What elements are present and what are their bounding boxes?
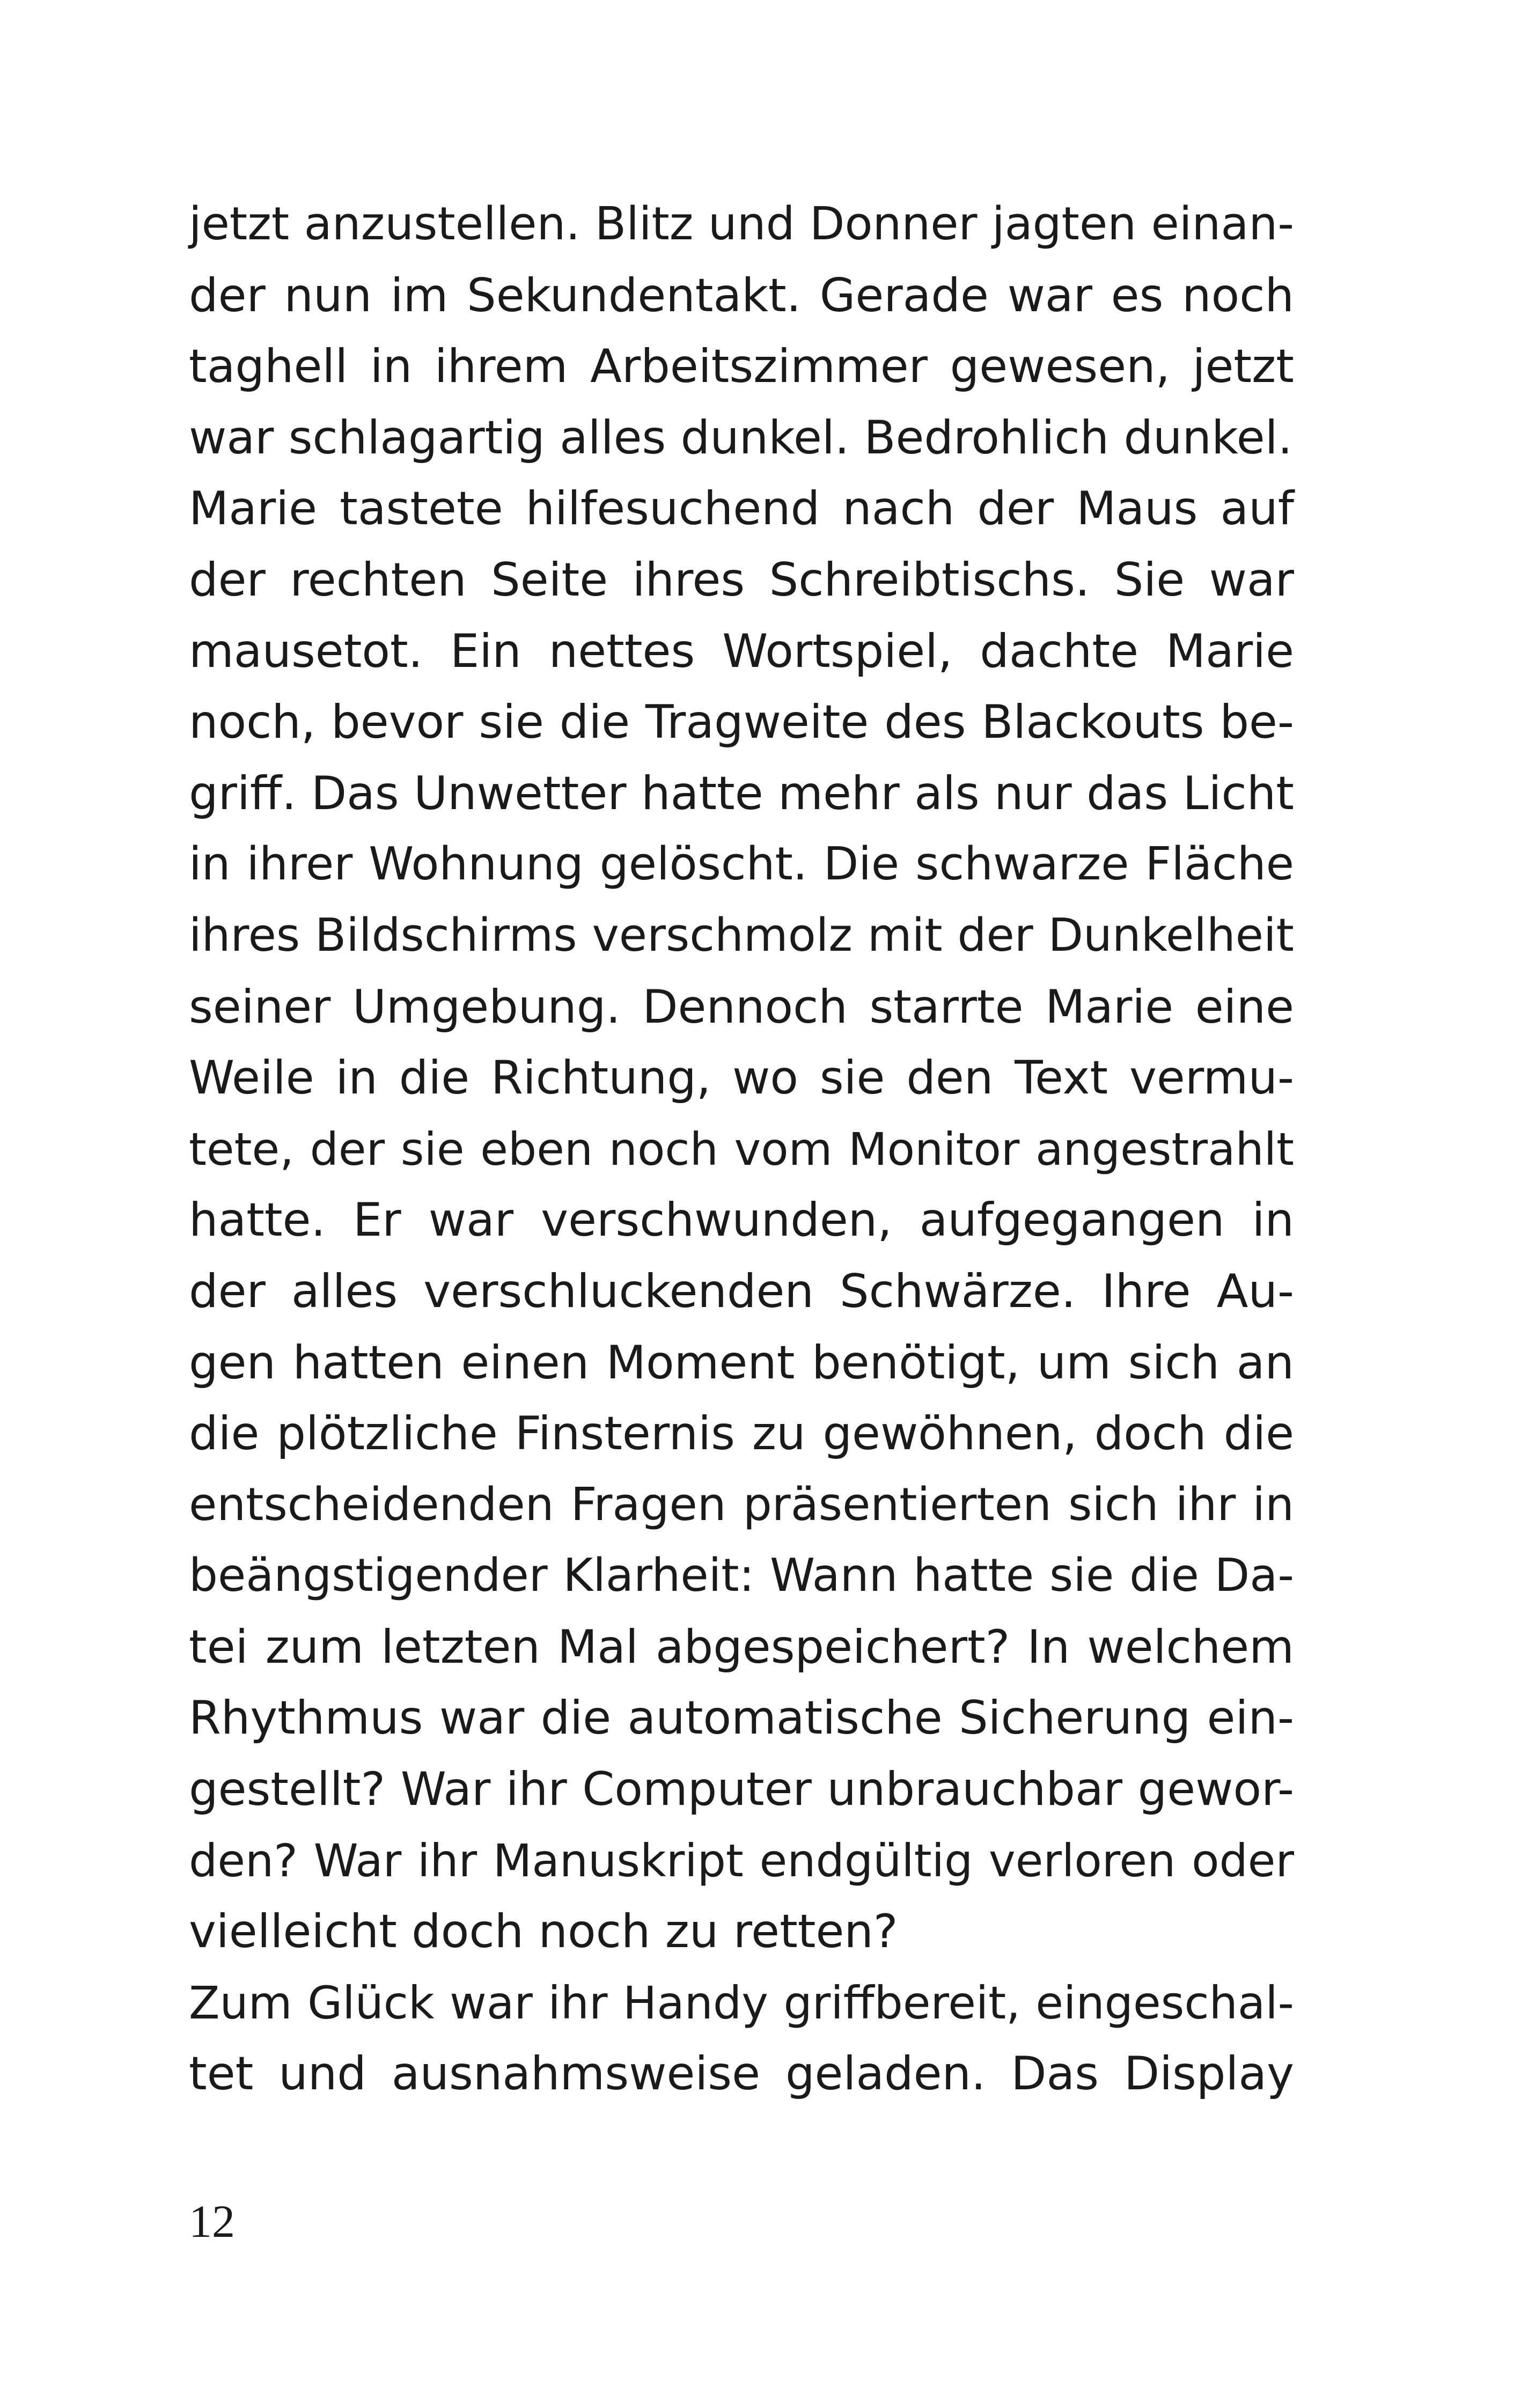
- text-line: taghell in ihrem Arbeitszimmer gewesen, jetzt: [189, 340, 1294, 394]
- page-number: 12: [189, 2196, 235, 2247]
- text-line: hatte. Er war verschwunden, aufgegangen in: [189, 1193, 1294, 1247]
- text-line: war schlagartig alles dunkel. Bedrohlich dunkel.: [189, 410, 1292, 465]
- text-line: Rhythmus war die automatische Sicherung ein-: [189, 1691, 1294, 1745]
- text-line: seiner Umgebung. Dennoch starrte Marie eine: [189, 980, 1294, 1034]
- text-line: die plötzliche Finsternis zu gewöhnen, doch die: [189, 1407, 1294, 1461]
- text-line: in ihrer Wohnung gelöscht. Die schwarze Fläche: [189, 838, 1294, 891]
- body-text: [189, 189, 1294, 2110]
- text-line: Weile in die Richtung, wo sie den Text vermu-: [189, 1051, 1294, 1105]
- text-line: vielleicht doch noch zu retten?: [189, 1905, 898, 1959]
- text-line: griff. Das Unwetter hatte mehr als nur das Licht: [189, 766, 1294, 820]
- text-line: Marie tastete hilfesuchend nach der Maus auf: [189, 482, 1294, 536]
- text-line: mausetot. Ein nettes Wortspiel, dachte Marie: [189, 624, 1294, 678]
- text-line: ihres Bildschirms verschmolz mit der Dunkelheit: [189, 908, 1294, 962]
- text-line: den? War ihr Manuskript endgültig verloren oder: [189, 1834, 1294, 1887]
- text-line: der alles verschluckenden Schwärze. Ihre Au-: [189, 1264, 1294, 1318]
- text-line: gen hatten einen Moment benötigt, um sich an: [189, 1335, 1294, 1390]
- text-line: gestellt? War ihr Computer unbrauchbar gewor-: [189, 1763, 1294, 1817]
- text-line: noch, bevor sie die Tragweite des Blackouts be-: [189, 695, 1294, 750]
- text-line: beängstigender Klarheit: Wann hatte sie die Da-: [189, 1549, 1294, 1603]
- text-line: der rechten Seite ihres Schreibtischs. Sie war: [189, 553, 1294, 607]
- text-line: tei zum letzten Mal abgespeichert? In welchem: [189, 1620, 1294, 1674]
- text-line: entscheidenden Fragen präsentierten sich ihr in: [189, 1478, 1294, 1531]
- text-line: tete, der sie eben noch vom Monitor angestrahlt: [189, 1122, 1294, 1176]
- text-line: Zum Glück war ihr Handy griffbereit, eingeschal-: [189, 1976, 1294, 2029]
- text-line: tet und ausnahmsweise geladen. Das Display: [189, 2047, 1294, 2101]
- text-line: der nun im Sekundentakt. Gerade war es noch: [189, 268, 1294, 322]
- text-line: jetzt anzustellen. Blitz und Donner jagten einan-: [189, 197, 1294, 251]
